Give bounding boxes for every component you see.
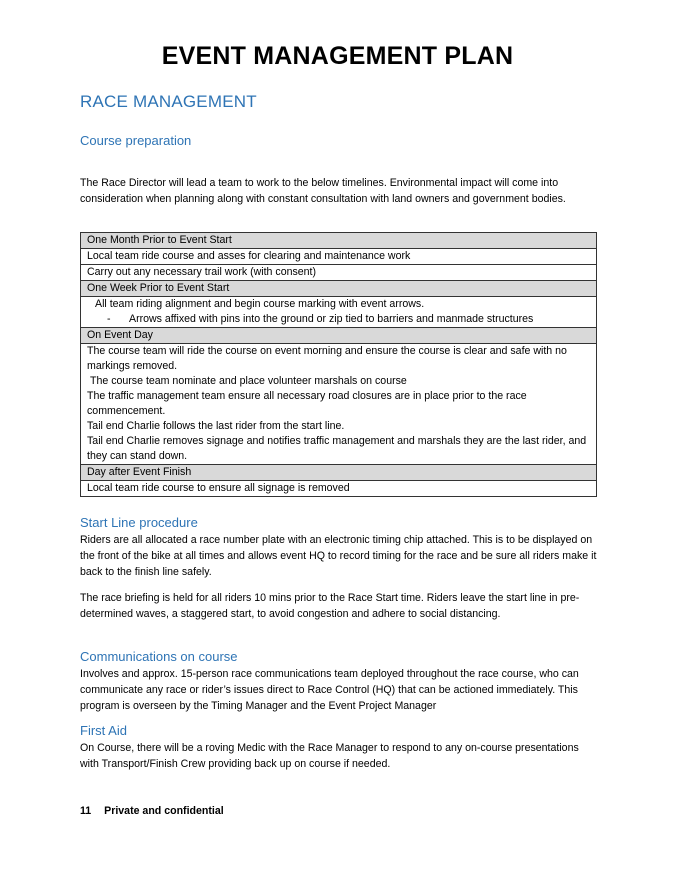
- month-prior-item: Carry out any necessary trail work (with consent): [81, 265, 597, 281]
- event-day-item: Tail end Charlie removes signage and notifies traffic management and marshals they are the last rider, and they can stand down.: [87, 435, 587, 462]
- course-preparation-timeline-table: [80, 232, 597, 497]
- table-row-header: [81, 233, 597, 249]
- week-prior-item: All team riding alignment and begin course marking with event arrows.: [95, 298, 425, 310]
- table-row: [81, 249, 597, 265]
- start-line-paragraph-1: Riders are all allocated a race number plate with an electronic timing chip attached. This is to be displayed on the front of the bike at all times and allows event HQ to record timing for the race and be sure all riders make it back to the finish line safely.: [80, 534, 597, 579]
- table-row: [81, 344, 597, 465]
- event-day-item: The traffic management team ensure all necessary road closures are in place prior to the race commencement.: [87, 390, 527, 417]
- week-prior-cell: [81, 297, 597, 328]
- course-preparation-intro: The Race Director will lead a team to work to the below timelines. Environmental impact will come into consideration when planning along with constant consultation with land owners and government bodies.: [80, 177, 566, 206]
- table-row-header: [81, 328, 597, 344]
- start-line-paragraph-2: The race briefing is held for all riders 10 mins prior to the Race Start time. Riders leave the start line in pre-determined waves, a staggered start, to avoid congestion and adhere to social distancing.: [80, 592, 580, 621]
- header-one-month-prior: One Month Prior to Event Start: [81, 233, 597, 249]
- header-on-event-day: On Event Day: [81, 328, 597, 344]
- heading-course-preparation: Course preparation: [80, 133, 192, 148]
- week-prior-sub-item-line: [87, 312, 590, 327]
- month-prior-item: Local team ride course and asses for clearing and maintenance work: [81, 249, 597, 265]
- communications-paragraph: Involves and approx. 15-person race communications team deployed throughout the race course, who can communicate any race or rider’s issues direct to Race Control (HQ) that can be actioned immediately. This program is overseen by the Timing Manager and the Event Project Manager: [80, 668, 579, 713]
- footer-label: Private and confidential: [104, 805, 224, 817]
- first-aid-paragraph: On Course, there will be a roving Medic with the Race Manager to respond to any on-course presentations with Transport/Finish Crew providing back up on course if needed.: [80, 742, 579, 771]
- header-day-after-event: Day after Event Finish: [81, 465, 597, 481]
- event-day-item: The course team will ride the course on event morning and ensure the course is clear and safe with no markings removed.: [87, 345, 567, 372]
- table-row-header: [81, 281, 597, 297]
- heading-start-line-procedure: Start Line procedure: [80, 515, 198, 530]
- event-day-cell: [81, 344, 597, 465]
- event-day-item: The course team nominate and place volunteer marshals on course: [90, 375, 407, 387]
- page-number: 11: [80, 805, 92, 817]
- dash-bullet: -: [107, 313, 111, 325]
- event-day-item: Tail end Charlie follows the last rider from the start line.: [87, 420, 345, 432]
- header-one-week-prior: One Week Prior to Event Start: [81, 281, 597, 297]
- heading-first-aid: First Aid: [80, 723, 127, 738]
- page-footer: [80, 805, 224, 817]
- table-row-header: [81, 465, 597, 481]
- table-row: [81, 265, 597, 281]
- table-row: [81, 481, 597, 497]
- section-heading-race-management: RACE MANAGEMENT: [80, 92, 257, 111]
- table-row: [81, 297, 597, 328]
- day-after-item: Local team ride course to ensure all signage is removed: [81, 481, 597, 497]
- document-title: EVENT MANAGEMENT PLAN: [161, 42, 514, 70]
- week-prior-sub-item: Arrows affixed with pins into the ground or zip tied to barriers and manmade structures: [129, 313, 534, 325]
- heading-communications-on-course: Communications on course: [80, 649, 238, 664]
